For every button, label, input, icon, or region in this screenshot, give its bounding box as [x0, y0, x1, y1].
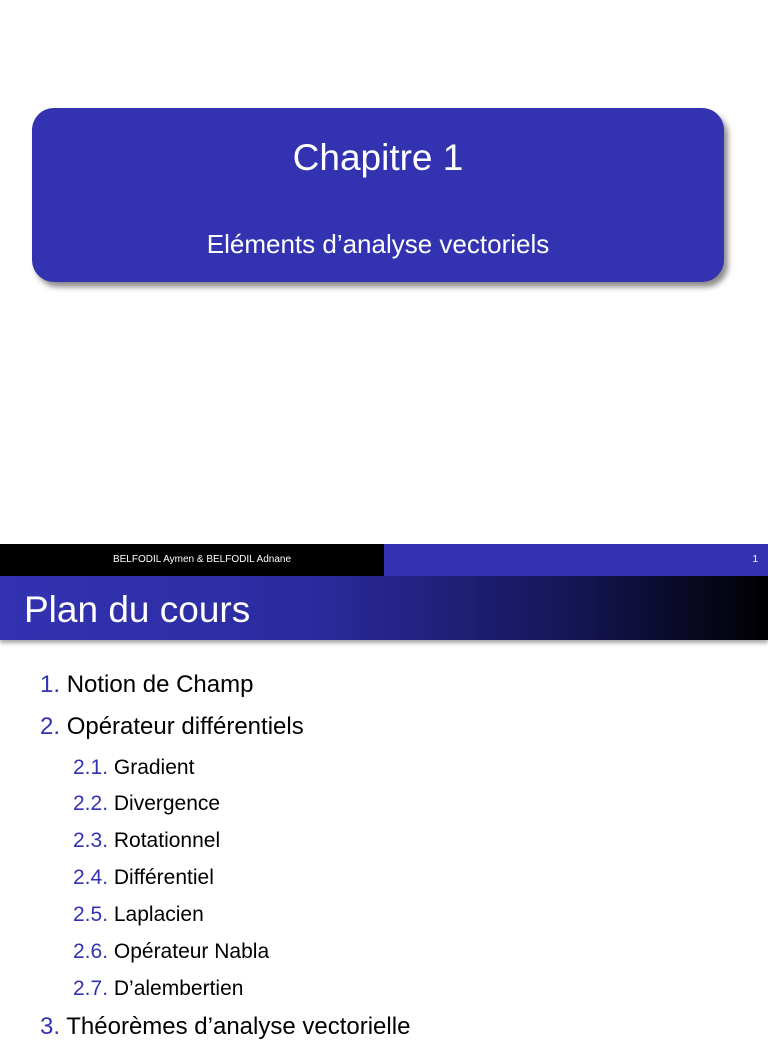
slide-title: Plan du cours	[24, 589, 251, 630]
toc-subitem-label: Différentiel	[113, 866, 214, 889]
toc-subitem	[73, 865, 214, 891]
toc-item	[40, 670, 253, 700]
toc-subitem-label: Opérateur Nabla	[113, 940, 270, 963]
toc-subitem-label: Laplacien	[113, 903, 204, 926]
chapter-subtitle: Eléments d’analyse vectoriels	[206, 229, 550, 259]
toc-subitem	[73, 939, 269, 965]
slide-footer	[0, 544, 768, 576]
outline-slide	[0, 544, 768, 1040]
chapter-title-box	[32, 108, 724, 282]
toc-item-label: Notion de Champ	[66, 671, 254, 698]
toc-item	[40, 712, 304, 742]
toc-subitem-number: 2.7.	[73, 977, 109, 1000]
chapter-title: Chapitre 1	[292, 137, 464, 178]
toc-item-label: Opérateur différentiels	[66, 713, 304, 740]
toc-subitem	[73, 791, 220, 817]
toc-item-label: Théorèmes d’analyse vectorielle	[66, 1013, 411, 1040]
toc-subitem-number: 2.5.	[73, 903, 109, 926]
toc-subitem-label: D’alembertien	[113, 977, 244, 1000]
toc-subitem-number: 2.3.	[73, 829, 109, 852]
toc-subitem	[73, 976, 243, 1002]
footer-authors: BELFODIL Aymen & BELFODIL Adnane	[0, 544, 384, 576]
toc-subitem-label: Gradient	[113, 756, 195, 779]
toc-item-number: 2.	[40, 713, 61, 740]
toc-item-number: 1.	[40, 671, 61, 698]
toc-subitem-number: 2.4.	[73, 866, 109, 889]
toc-subitem	[73, 828, 220, 854]
toc-subitem-number: 2.1.	[73, 756, 109, 779]
toc-item	[40, 1012, 410, 1042]
toc-item-number: 3.	[40, 1013, 61, 1040]
toc-subitem	[73, 755, 194, 781]
toc-subitem-label: Divergence	[113, 792, 221, 815]
slide-title-bar	[0, 576, 768, 640]
toc-subitem-number: 2.2.	[73, 792, 109, 815]
toc-subitem-label: Rotationnel	[113, 829, 221, 852]
toc-subitem	[73, 902, 204, 928]
toc-subitem-number: 2.6.	[73, 940, 109, 963]
footer-page-number: 1	[384, 544, 768, 576]
